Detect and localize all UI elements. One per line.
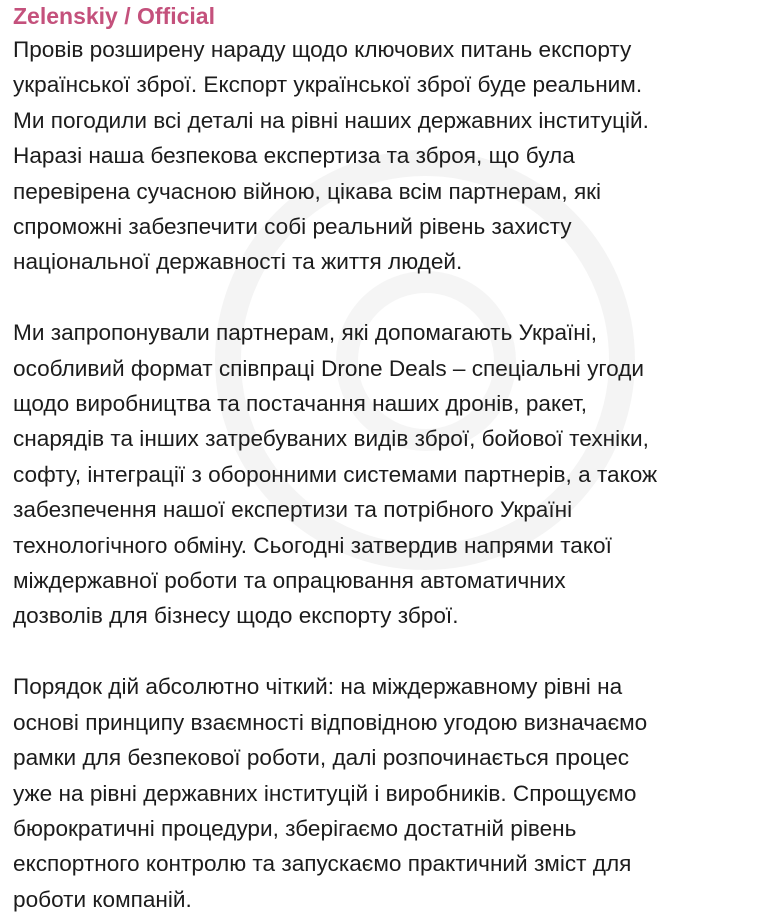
text-line: софту, інтеграції з оборонними системами партнерів, а також bbox=[13, 461, 658, 487]
text-line: перевірена сучасною війною, цікава всім партнерам, які bbox=[13, 178, 602, 204]
text-line: щодо виробництва та постачання наших дронів, ракет, bbox=[13, 391, 588, 417]
paragraph bbox=[13, 32, 767, 280]
text-line: забезпечення нашої експертизи та потрібного Україні bbox=[13, 497, 573, 523]
paragraph-gap bbox=[13, 280, 767, 315]
text-line: експортного контролю та запускаємо практичний зміст для bbox=[13, 851, 632, 877]
text-line: Порядок дій абсолютно чіткий: на міждержавному рівні на bbox=[13, 674, 623, 700]
text-line: спроможні забезпечити собі реальний рівень захисту bbox=[13, 214, 572, 240]
paragraph-gap bbox=[13, 634, 767, 669]
message-text bbox=[13, 32, 767, 917]
channel-name[interactable]: Zelenskiy / Official bbox=[13, 3, 215, 29]
text-line: національної державності та життя людей. bbox=[13, 249, 463, 275]
text-line: Провів розширену нараду щодо ключових питань експорту bbox=[13, 37, 632, 62]
text-line: Наразі наша безпекова експертиза та зброя, що була bbox=[13, 143, 575, 169]
text-line: української зброї. Експорт української зброї буде реальним. bbox=[13, 72, 643, 98]
message-bubble bbox=[13, 0, 767, 917]
text-line: дозволів для бізнесу щодо експорту зброї. bbox=[13, 603, 459, 629]
text-line: Ми погодили всі деталі на рівні наших державних інституцій. bbox=[13, 107, 649, 133]
text-line: уже на рівні державних інституцій і виробників. Спрощуємо bbox=[13, 780, 637, 806]
text-line: роботи компаній. bbox=[13, 886, 192, 912]
paragraph bbox=[13, 315, 767, 634]
paragraph bbox=[13, 669, 767, 917]
text-line: бюрократичні процедури, зберігаємо достатній рівень bbox=[13, 815, 577, 841]
text-line: Ми запропонували партнерам, які допомагають Україні, bbox=[13, 320, 598, 346]
text-line: особливий формат співпраці Drone Deals – спеціальні угоди bbox=[13, 355, 645, 381]
text-line: технологічного обміну. Сьогодні затвердив напрями такої bbox=[13, 532, 612, 558]
text-line: снарядів та інших затребуваних видів зброї, бойової техніки, bbox=[13, 426, 649, 452]
text-line: міждержавної роботи та опрацювання автоматичних bbox=[13, 568, 566, 594]
text-line: рамки для безпекової роботи, далі розпочинається процес bbox=[13, 745, 630, 771]
text-line: основі принципу взаємності відповідною угодою визначаємо bbox=[13, 709, 648, 735]
